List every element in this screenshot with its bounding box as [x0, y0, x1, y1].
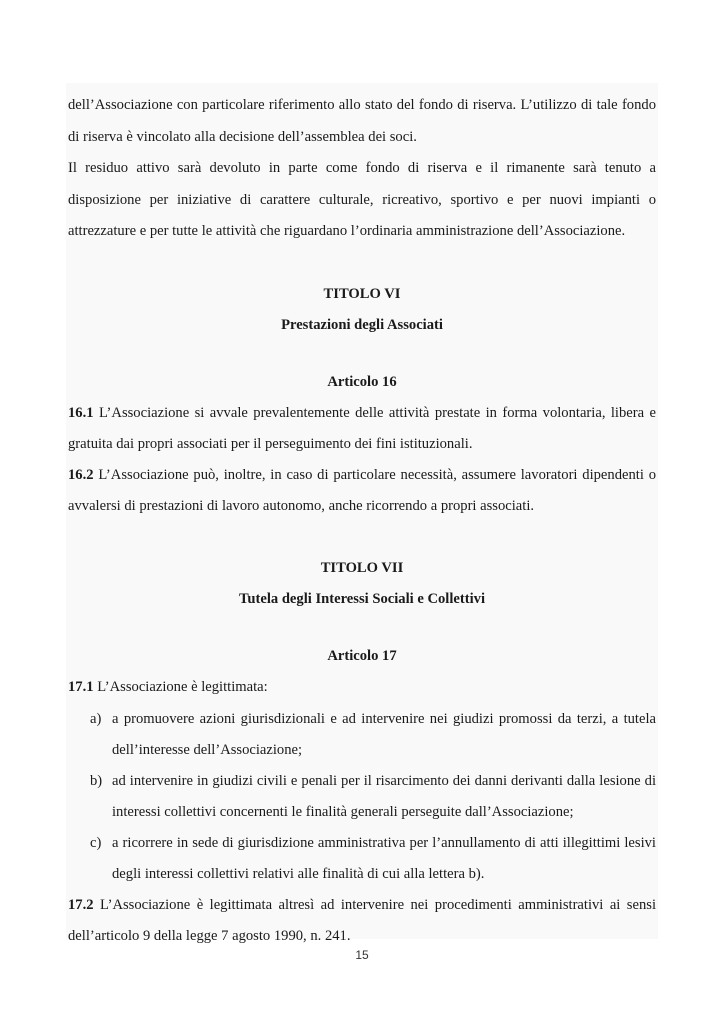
section-title: TITOLO VII	[320, 560, 404, 576]
paragraph-line: Il residuo attivo sarà devoluto in parte come fondo di riserva e il rimanente sarà tenuto a	[68, 160, 656, 176]
list-item-continuation: interessi collettivi concernenti le finalità generali perseguite dall’Associazione;	[112, 804, 574, 820]
section-subtitle: Tutela degli Interessi Sociali e Collettivi	[238, 591, 486, 607]
section-subtitle: Prestazioni degli Associati	[281, 317, 443, 333]
article-paragraph-line: dell’articolo 9 della legge 7 agosto 1990, n. 241.	[68, 928, 351, 944]
clause-number: 17.2	[68, 897, 94, 913]
clause-text: L’Associazione è legittimata altresì ad intervenire nei procedimenti amministrativi ai sensi	[100, 897, 656, 913]
list-item-text: a promuovere azioni giurisdizionali e ad intervenire nei giudizi promossi da terzi, a tutela	[112, 711, 656, 727]
article-heading: Articolo 17	[327, 648, 397, 664]
list-marker: c)	[90, 835, 102, 851]
article-paragraph-line	[68, 896, 656, 914]
list-item-continuation: dell’interesse dell’Associazione;	[112, 742, 303, 758]
article-paragraph-line: avvalersi di prestazioni di lavoro autonomo, anche ricorrendo a propri associati.	[68, 498, 535, 514]
list-marker: a)	[90, 711, 102, 727]
clause-number: 17.1	[68, 679, 94, 695]
list-item	[90, 710, 656, 728]
list-item-text: a ricorrere in sede di giurisdizione amministrativa per l’annullamento di atti illegittimi lesivi	[112, 835, 656, 851]
article-paragraph-line	[68, 466, 656, 484]
section-title: TITOLO VI	[323, 286, 401, 302]
article-heading: Articolo 16	[327, 374, 397, 390]
clause-text: L’Associazione si avvale prevalentemente delle attività prestate in forma volontaria, libera e	[98, 405, 656, 421]
paragraph-line: disposizione per iniziative di carattere culturale, ricreativo, sportivo e per nuovi impianti o	[68, 192, 656, 208]
paragraph-line: di riserva è vincolato alla decisione dell’assemblea dei soci.	[68, 129, 417, 145]
paragraph-line: attrezzature e per tutte le attività che riguardano l’ordinaria amministrazione dell’Associazione.	[68, 223, 626, 239]
article-paragraph-line	[68, 404, 656, 422]
list-item-text: ad intervenire in giudizi civili e penali per il risarcimento dei danni derivanti dalla lesione di	[112, 773, 656, 789]
clause-number: 16.1	[68, 405, 94, 421]
list-item-continuation: degli interessi collettivi relativi alle finalità di cui alla lettera b).	[112, 866, 485, 882]
clause-text: L’Associazione è legittimata:	[97, 679, 268, 695]
article-paragraph-line	[68, 678, 656, 696]
list-item	[90, 834, 656, 852]
page-number: 15	[355, 948, 369, 962]
clause-text: L’Associazione può, inoltre, in caso di particolare necessità, assumere lavoratori dipendenti o	[98, 467, 656, 483]
paragraph-line: dell’Associazione con particolare riferimento allo stato del fondo di riserva. L’utilizzo di tale fondo	[68, 97, 656, 113]
list-item	[90, 772, 656, 790]
list-marker: b)	[90, 773, 103, 789]
article-paragraph-line: gratuita dai propri associati per il perseguimento dei fini istituzionali.	[68, 436, 473, 452]
clause-number: 16.2	[68, 467, 94, 483]
